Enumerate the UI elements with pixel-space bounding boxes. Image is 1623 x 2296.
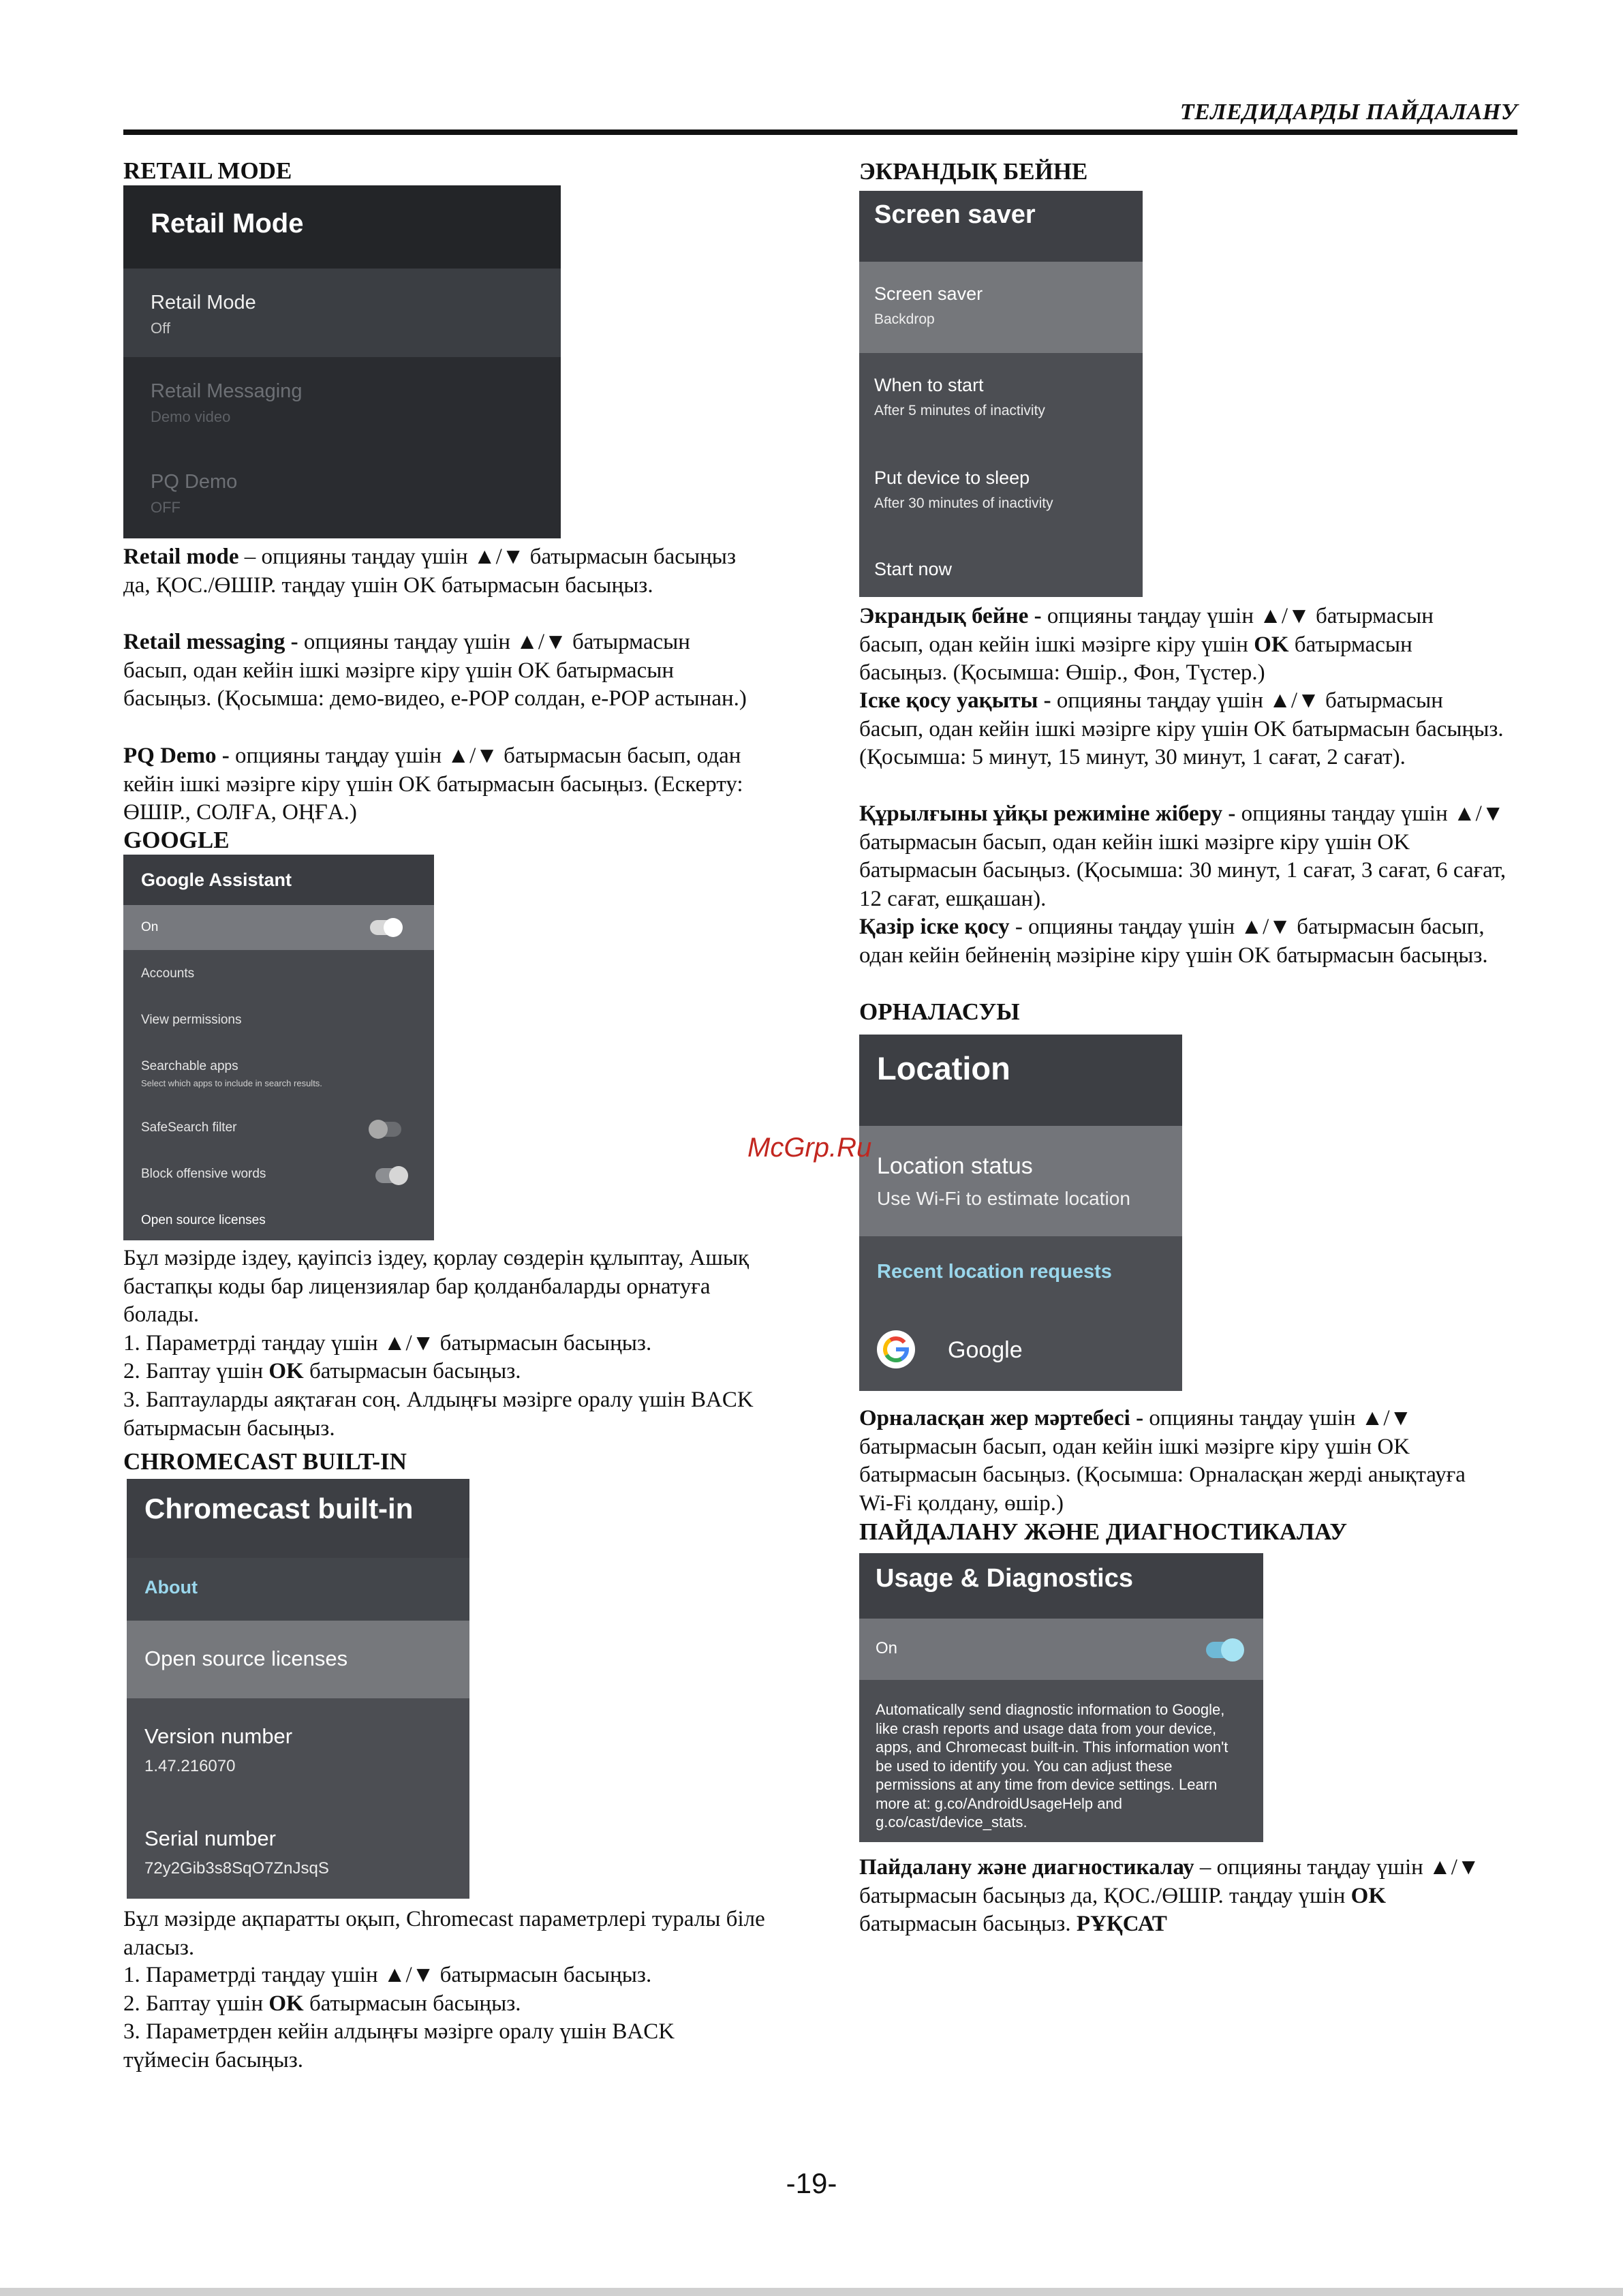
retail-messaging-text: опцияны таңдау үшін ▲/▼ батырмасын басып, одан кейін ішкі мәзірге кіру үшін OK батырмасын басыңыз. (Қосымша: демо-видео, e-POP солдан, e-POP астынан.) [123,630,747,711]
location-screenshot [859,1035,1182,1391]
screen-saver-item-label: Screen saver [874,284,983,304]
location-status-value: Use Wi-Fi to estimate location [877,1188,1130,1209]
section-title-chromecast: CHROMECAST BUILT-IN [123,1448,407,1475]
google-location-item[interactable] [859,1310,1182,1391]
usage-on-label: On [876,1639,898,1657]
screen-saver-screenshot [859,191,1143,597]
google-location-label: Google [948,1337,1023,1363]
serial-number-label: Serial number [144,1826,276,1850]
usage-text: – опцияны таңдау үшін ▲/▼ батырмасын басыңыз да, ҚОС./ӨШІР. таңдау үшін [859,1855,1480,1908]
google-assistant-screenshot [123,855,434,1240]
google-step-2 [123,1358,757,1386]
retail-mode-item-label: Retail Mode [151,292,256,313]
usage-description: Automatically send diagnostic information to Google, like crash reports and usage data from your device, apps, and Chromecast built-in. This information won't be used to identify you. You can adjust these permissions at any time from device settings. Learn more at: g.co/AndroidUsageHelp and g.co/cast/device_stats. [876,1701,1228,1831]
when-to-start-label: When to start [874,375,984,395]
usage-paragraph [859,1854,1506,1939]
retail-mode-item-value: Off [151,320,170,337]
page-number: -19- [786,2167,837,2199]
pq-demo-text: опцияны таңдау үшін ▲/▼ батырмасын басып, одан кейін ішкі мәзірге кіру үшін OK батырмасын басыңыз. (Ескерту: ӨШІР., СОЛҒА, ОҢҒА.) [123,744,743,825]
safesearch-item[interactable] [123,1105,434,1152]
location-status-term: Орналасқан жер мәртебесі - [859,1406,1144,1430]
usage-on-row[interactable] [859,1619,1263,1680]
open-source-licenses-item[interactable] [123,1198,434,1240]
google-step-1: 1. Параметрді таңдау үшін ▲/▼ батырмасын басыңыз. [123,1331,652,1356]
google-step-3: 3. Баптауларды аяқтаған соң. Алдыңғы мәзірге оралу үшін BACK батырмасын басыңыз. [123,1388,754,1441]
screen-saver-item-value: Backdrop [874,311,935,327]
sleep-paragraph [859,800,1506,913]
page-header-title: ТЕЛЕДИДАРДЫ ПАЙДАЛАНУ [1179,100,1517,125]
google-step-2-post: батырмасын басыңыз. [303,1359,521,1383]
chromecast-step-2-pre: 2. Баптау үшін [123,1991,269,2016]
chromecast-step-2-ok: OK [268,1991,304,2016]
usage-text-end: батырмасын басыңыз. [859,1912,1077,1936]
serial-number-item [127,1801,469,1899]
location-ui-title: Location [859,1035,1182,1126]
block-offensive-words-item[interactable] [123,1152,434,1198]
safesearch-toggle[interactable] [370,1122,401,1137]
version-number-item [127,1698,469,1801]
recent-location-requests [859,1236,1182,1310]
retail-messaging-item-label: Retail Messaging [151,380,303,402]
google-assistant-on-row[interactable] [123,905,434,950]
screen-saver-text-end: батырмасын басыңыз. (Қосымша: Өшір., Фон, Түстер.) [859,632,1412,685]
section-title-retail-mode: RETAIL MODE [123,157,292,184]
start-now-text: - опцияны таңдау үшін ▲/▼ батырмасын басып, одан кейін бейненің мәзіріне кіру үшін OK батырмасын басыңыз. [859,915,1488,968]
put-device-to-sleep-value: After 30 minutes of inactivity [874,495,1053,511]
google-assistant-ui-title: Google Assistant [123,855,434,905]
location-status-text: опцияны таңдау үшін ▲/▼ батырмасын басып, одан кейін ішкі мәзірге кіру үшін OK батырмасын басыңыз. (Қосымша: Орналасқан жерді анықтауға Wi-Fi қолдану, өшір.) [859,1406,1466,1516]
usage-term: Пайдалану және диагностикалау [859,1855,1194,1880]
safesearch-label: SafeSearch filter [141,1120,237,1135]
serial-number-value: 72y2Gib3s8SqO7ZnJsqS [144,1859,329,1878]
retail-mode-ui-title: Retail Mode [123,185,561,269]
when-to-start-text: опцияны таңдау үшін ▲/▼ батырмасын басып, одан кейін ішкі мәзірге кіру үшін OK батырмасын басыңыз. (Қосымша: 5 минут, 15 минут, 30 минут, 1 сағат, 2 сағат). [859,688,1504,769]
version-number-label: Version number [144,1724,293,1748]
when-to-start-value: After 5 minutes of inactivity [874,403,1045,418]
section-title-usage: ПАЙДАЛАНУ ЖӘНЕ ДИАГНОСТИКАЛАУ [859,1518,1348,1545]
retail-messaging-item-value: Demo video [151,408,231,425]
about-item[interactable] [127,1558,469,1621]
watermark: McGrp.Ru [747,1133,872,1163]
searchable-apps-item[interactable] [123,1043,434,1105]
google-step-2-ok: OK [268,1359,304,1383]
sleep-term: Құрылғыны ұйқы режиміне жіберу - [859,801,1236,826]
retail-messaging-term: Retail messaging - [123,630,298,654]
section-title-screen-saver: ЭКРАНДЫҚ БЕЙНЕ [859,158,1088,185]
section-title-google: GOOGLE [123,827,230,853]
usage-ui-title: Usage & Diagnostics [859,1553,1263,1619]
accounts-item[interactable] [123,950,434,996]
open-source-licenses-label: Open source licenses [141,1213,266,1227]
google-assistant-on-label: On [141,920,159,934]
screen-saver-ok: OK [1254,632,1289,657]
chromecast-screenshot [127,1479,469,1899]
sleep-text: опцияны таңдау үшін ▲/▼ батырмасын басып, одан кейін ішкі мәзірге кіру үшін OK батырмасын басыңыз. (Қосымша: 30 минут, 1 сағат, 3 сағат, 6 сағат, 12 сағат, ешқашан). [859,801,1506,911]
usage-toggle[interactable] [1206,1642,1241,1658]
when-to-start-term: Іске қосу уақыты - [859,688,1051,713]
about-label: About [144,1577,198,1597]
usage-permission-term: РҰҚСАТ [1076,1912,1167,1936]
recent-location-requests-label: Recent location requests [877,1261,1112,1283]
chromecast-description: Бұл мәзірде ақпаратты оқып, Chromecast параметрлері туралы біле аласыз. [123,1907,765,1960]
google-g-icon [877,1330,915,1368]
pq-demo-term: PQ Demo - [123,744,230,768]
google-description: Бұл мәзірде іздеу, қауіпсіз іздеу, қорлау сөздерін құлыптау, Ашық бастапқы коды бар лицензиялар бар қолданбаларды орнатуға болады. [123,1246,749,1327]
chromecast-open-source-item[interactable] [127,1621,469,1698]
retail-mode-paragraph [123,543,757,600]
chromecast-step-2 [123,1990,757,2019]
pq-demo-item-label: PQ Demo [151,471,238,493]
chromecast-open-source-label: Open source licenses [144,1647,348,1670]
google-step-2-pre: 2. Баптау үшін [123,1359,269,1383]
chromecast-step-3: 3. Параметрден кейін алдыңғы мәзірге оралу үшін BACK түймесін басыңыз. [123,2019,675,2072]
start-now-term: Қазір іске қосу [859,915,1010,939]
header-rule [123,129,1517,135]
retail-mode-item[interactable] [123,269,561,357]
chromecast-step-2-post: батырмасын басыңыз. [303,1991,521,2016]
footer-bar [0,2288,1623,2296]
searchable-apps-sub: Select which apps to include in search results. [141,1078,322,1088]
screen-saver-ui-title: Screen saver [859,191,1143,262]
put-device-to-sleep-item[interactable] [859,446,1143,538]
retail-messaging-item[interactable] [123,357,561,448]
when-to-start-item[interactable] [859,353,1143,446]
section-title-location: ОРНАЛАСУЫ [859,998,1020,1025]
pq-demo-paragraph [123,742,757,827]
pq-demo-item-value: OFF [151,499,181,516]
retail-messaging-paragraph [123,628,757,714]
screen-saver-term: Экрандық бейне - [859,604,1042,628]
retail-mode-screenshot [123,185,561,538]
usage-ok: OK [1350,1883,1387,1908]
when-to-start-paragraph [859,687,1506,772]
google-assistant-toggle[interactable] [370,920,401,935]
screen-saver-item[interactable] [859,262,1143,353]
screen-saver-text: опцияны таңдау үшін ▲/▼ батырмасын басып, одан кейін ішкі мәзірге кіру үшін [859,604,1434,657]
put-device-to-sleep-label: Put device to sleep [874,468,1030,488]
start-now-label: Start now [874,559,953,579]
screen-saver-paragraph [859,602,1493,688]
location-status-label: Location status [877,1153,1033,1179]
chromecast-ui-title: Chromecast built-in [127,1479,469,1558]
usage-diagnostics-screenshot [859,1553,1263,1842]
block-offensive-words-label: Block offensive words [141,1167,266,1181]
pq-demo-item[interactable] [123,448,561,538]
location-status-item[interactable] [859,1126,1182,1236]
view-permissions-item[interactable] [123,996,434,1043]
start-now-paragraph [859,913,1493,970]
chromecast-step-1: 1. Параметрді таңдау үшін ▲/▼ батырмасын басыңыз. [123,1963,652,1987]
start-now-item[interactable] [859,538,1143,597]
view-permissions-label: View permissions [141,1013,242,1027]
retail-mode-text: – опцияны таңдау үшін ▲/▼ батырмасын басыңыз да, ҚОС./ӨШІР. таңдау үшін OK батырмасын басыңыз. [123,545,736,598]
block-offensive-words-toggle[interactable] [375,1168,407,1183]
accounts-label: Accounts [141,966,195,981]
retail-mode-term: Retail mode [123,545,239,569]
searchable-apps-label: Searchable apps [141,1059,238,1073]
location-status-paragraph [859,1405,1493,1518]
version-number-value: 1.47.216070 [144,1757,236,1775]
